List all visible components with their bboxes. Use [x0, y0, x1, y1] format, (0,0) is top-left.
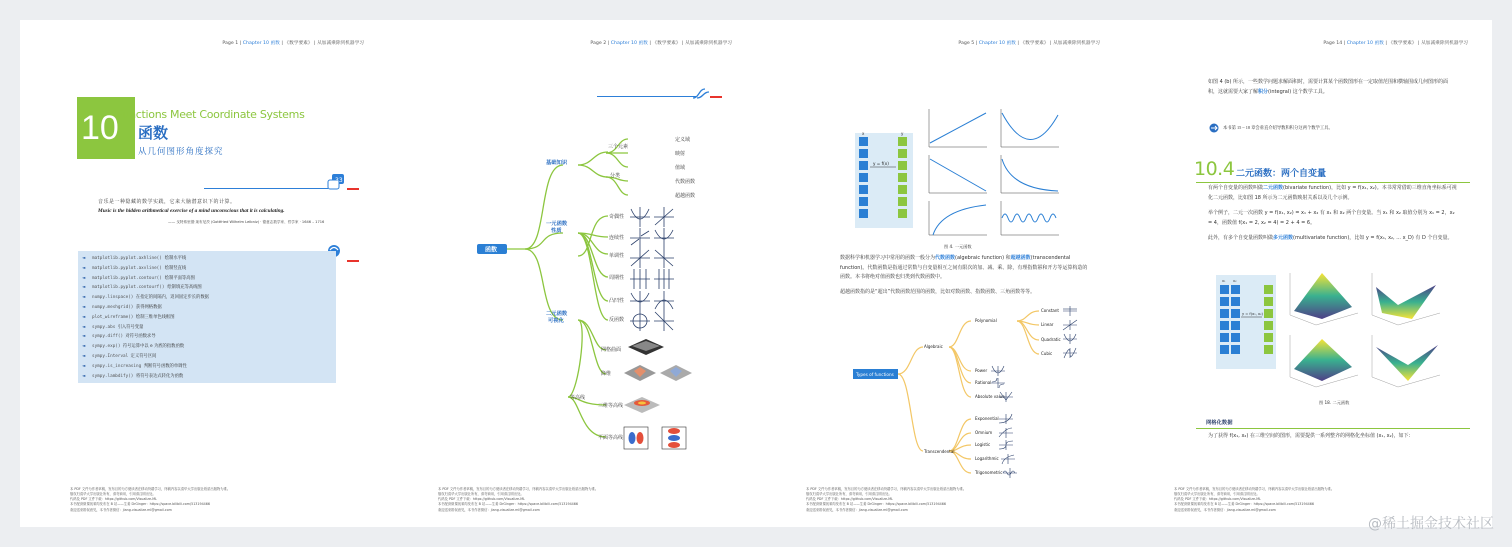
code-function-desc: 绘制三维单色线框图: [135, 314, 175, 320]
code-function-name: sympy.diff(): [92, 334, 124, 340]
quote-author: —— 戈特弗里德·莱布尼茨 (Gottfried Wilhelm Leibniz) · 德意志数学家、哲学家 · 1646 – 1716: [168, 220, 325, 224]
node-two-var: [546, 309, 568, 324]
chapter-subtitle: 从几何图形角度探究: [138, 147, 224, 157]
code-function-name: numpy.linspace(): [92, 295, 134, 301]
node-contour2d: 平面等高线: [598, 435, 624, 441]
node-odd: 奇偶性: [609, 214, 625, 220]
bullet-arrow-icon: ◄: [82, 275, 86, 281]
page-5: [756, 20, 1124, 527]
node-mesh: 网格曲面: [601, 347, 622, 353]
code-function-name: matplotlib.pyplot.contour(): [92, 275, 162, 281]
code-list-item: [78, 283, 336, 292]
node-transcendental: 超越函数: [675, 193, 696, 199]
bullet-arrow-icon: ◄: [82, 256, 86, 261]
note-icon: [1209, 123, 1221, 133]
svg-text:33: 33: [335, 177, 343, 184]
bullet-arrow-icon: ◄: [82, 344, 86, 350]
mindmap: [388, 115, 756, 460]
map-label: y = f(x): [873, 161, 889, 166]
quote-icon: [325, 173, 347, 193]
function-types-tree: [851, 303, 1091, 483]
chapter-number: 10: [81, 109, 119, 147]
quote-en: Music is the hidden arithmetical exercise of a mind unconscious that it is calculating.: [98, 208, 285, 214]
node-linear: Linear: [1041, 322, 1054, 327]
fig-x1: x₁: [1222, 279, 1226, 283]
node-power: Power: [975, 368, 988, 373]
page-spread: [20, 20, 1492, 527]
code-list-item: [78, 332, 336, 341]
node-absolute: Absolute value: [975, 394, 1005, 399]
node-monotonic: 单调性: [609, 253, 625, 259]
code-list-item: [78, 342, 336, 351]
code-list-item: [78, 293, 336, 302]
code-function-name: sympy.Interval: [92, 354, 129, 359]
code-list-item: [78, 323, 336, 332]
code-function-desc: 定义符号区间: [130, 354, 157, 359]
chapter-title-en: Functions Meet Coordinate Systems: [117, 108, 305, 121]
quote-divider: [204, 188, 328, 189]
section-underline: [1196, 182, 1470, 183]
code-function-desc: 绘制水平线: [164, 256, 187, 261]
page-footer: 本 PDF 文件为作者草稿，发布目的为方便读者在移动终端学习，终稿内容以清华大学出版社纸质出版物为准。 版权归清华大学出版社所有，请勿商用，引用请注明出处。 代码及 PDF 文件下载：https://github.com/Visualize-ML 本书配套微课视频均发布在 B 站——生姜 DrGinger：https://space.bilibili.com/513194466 欢迎送来勘误意见，本书作者微信：jiang.visualize.ml@gmail.com: [1174, 486, 1335, 512]
bivariate-figure: [1212, 265, 1442, 395]
node-two-var-l2: 可视化: [548, 318, 564, 324]
node-alg: Algebraic: [924, 344, 943, 349]
code-list-item: [78, 264, 336, 273]
node-trig: Trigonometric: [975, 470, 1003, 475]
node-class: 分类: [610, 173, 621, 179]
node-basic: 基础知识: [546, 160, 568, 166]
node-logarithmic: Logarithmic: [975, 456, 999, 461]
code-function-desc: 获得网格数据: [135, 305, 162, 310]
page-header: Page 2 | Chapter 10 函数 | 《数学要素》 | 从加减乘除到机器学习: [590, 41, 732, 46]
page-2: [388, 20, 756, 527]
node-rational: Rational: [975, 380, 992, 385]
code-function-desc: 对符号函数求导: [125, 334, 156, 340]
surface-thumbnails: [624, 339, 692, 449]
code-list-item: [78, 254, 336, 263]
node-contour3d: 三维等高线: [598, 403, 624, 409]
node-inverse: 反函数: [609, 317, 625, 323]
bullet-arrow-icon: ◄: [82, 295, 86, 301]
bullet-arrow-icon: ◄: [82, 354, 86, 359]
section-title: 二元函数：两个自变量: [1236, 169, 1327, 179]
node-quadratic: Quadratic: [1041, 337, 1061, 342]
note-text: 本书第 15 ~ 18 章会垂直介绍导数和积分这两个数学工具。: [1223, 125, 1333, 130]
node-convexity: 凸凹性: [609, 298, 625, 304]
quote-cn: 音乐是一种隐藏的数学实践，它来大脑潜意识下的计算。: [98, 199, 236, 205]
code-function-desc: 绘制竖直线: [164, 265, 187, 271]
code-function-list: [78, 251, 336, 383]
chapter-number-box: [77, 97, 135, 159]
node-two-var-l1: 二元函数: [546, 311, 568, 317]
node-periodic: 周期性: [609, 275, 625, 281]
page-footer: 本 PDF 文件为作者草稿，发布目的为方便读者在移动终端学习，终稿内容以清华大学出版社纸质出版物为准。 版权归清华大学出版社所有，请勿商用，引用请注明出处。 代码及 PDF 文件下载：https://github.com/Visualize-ML 本书配套微课视频均发布在 B 站——生姜 DrGinger：https://space.bilibili.com/513194466 欢迎送来勘误意见，本书作者微信：jiang.visualize.ml@gmail.com: [438, 486, 599, 512]
mindmap-divider: [597, 96, 696, 97]
code-function-name: sympy.exp(): [92, 344, 121, 350]
page-footer: 本 PDF 文件为作者草稿，发布目的为方便读者在移动终端学习，终稿内容以清华大学出版社纸质出版物为准。 版权归清华大学出版社所有，请勿商用，引用请注明出处。 代码及 PDF 文件下载：https://github.com/Visualize-ML 本书配套微课视频均发布在 B 站——生姜 DrGinger：https://space.bilibili.com/513194466 欢迎送来勘误意见，本书作者微信：jiang.visualize.ml@gmail.com: [70, 486, 231, 512]
code-list-item: [78, 274, 336, 283]
mindmap-root: 函数: [485, 246, 498, 254]
page-header: Page 5 | Chapter 10 函数 | 《数学要素》 | 从加减乘除到机器学习: [958, 41, 1100, 46]
page-1: [20, 20, 388, 527]
code-function-name: matplotlib.pyplot.axhline(): [92, 256, 162, 261]
code-function-desc: 在指定的间隔内，返回固定步长的数据: [135, 295, 209, 301]
node-three: 三个元素: [608, 144, 629, 150]
paragraph-integral: 如图 4 (b) 所示，一些数学问题求解面积时，需要计算某个函数图形在一定取值范围和横轴围成几何图形的面积，这就需要大家了解积分(integral) 这个数学工具。: [1208, 79, 1449, 95]
node-omnium: Omnium: [975, 430, 993, 435]
bullet-arrow-icon: ◄: [82, 285, 86, 291]
node-domain: 定义域: [675, 137, 691, 143]
page-header: Page 1 | Chapter 10 函数 | 《数学要素》 | 从加减乘除到机器学习: [222, 41, 364, 46]
mindmap-red-bar: [710, 96, 722, 98]
code-function-name: sympy.is_increasing: [92, 363, 142, 369]
subhead-underline: [1196, 428, 1470, 429]
node-algebraic: 代数函数: [675, 179, 696, 185]
bullet-arrow-icon: ◄: [82, 324, 86, 330]
node-one-var: [546, 219, 568, 234]
univariate-figure: [851, 105, 1061, 240]
figure-caption-2d: 图 18. 二元函数: [1319, 400, 1350, 405]
chapter-title-cn: 函数: [138, 124, 169, 142]
node-poly: Polynomial: [975, 318, 997, 323]
map-label-2d: y = f(x₁, x₂): [1242, 312, 1263, 316]
page-footer: 本 PDF 文件为作者草稿，发布目的为方便读者在移动终端学习，终稿内容以清华大学出版社纸质出版物为准。 版权归清华大学出版社所有，请勿商用，引用请注明出处。 代码及 PDF 文件下载：https://github.com/Visualize-ML 本书配套微课视频均发布在 B 站——生姜 DrGinger：https://space.bilibili.com/513194466 欢迎送来勘误意见，本书作者微信：jiang.visualize.ml@gmail.com: [806, 486, 967, 512]
node-logistic: Logistic: [975, 442, 991, 447]
code-function-name: matplotlib.pyplot.contourf(): [92, 285, 165, 291]
code-function-desc: 符号运算中以 e 为底的指数函数: [122, 344, 185, 350]
node-mapping: 映射: [675, 151, 686, 157]
node-range: 值域: [675, 165, 686, 171]
node-exponential: Exponential: [975, 416, 999, 421]
bullet-arrow-icon: ◄: [82, 373, 86, 379]
mindmap-icon: [691, 86, 711, 102]
types-root: Types of functions: [856, 371, 894, 377]
code-list-item: [78, 313, 336, 322]
code-function-name: matplotlib.pyplot.axvline(): [92, 265, 162, 271]
paragraph-2: 超越函数指的是“超出”代数函数范围的函数，比如对数函数、指数函数、三角函数等等。: [840, 289, 1036, 295]
node-constant: Constant: [1041, 308, 1059, 313]
code-function-name: sympy.abs: [92, 324, 116, 330]
bullet-arrow-icon: ◄: [82, 334, 86, 340]
code-function-name: numpy.meshgrid(): [92, 305, 134, 310]
node-dimred: 降维: [601, 371, 612, 377]
code-red-bar: [347, 260, 359, 262]
bullet-arrow-icon: ◄: [82, 305, 86, 310]
fig-axis-x: x: [862, 131, 865, 136]
code-function-desc: 判断符号函数的单调性: [143, 363, 187, 369]
paragraph-1: 数据科学和机器学习中常用的函数一般分为代数函数(algebraic function) 和超越函数(transcendental function)。代数函数是指通过常数与自变量相互之间有限次的加、减、乘、除，有理指数幂和开方等运算构造的函数。本书将绝对值函数也归类到代数函数中。: [840, 255, 1088, 280]
code-list-item: [78, 352, 336, 361]
watermark: @稀土掘金技术社区: [1368, 516, 1494, 532]
node-contour: 等高线: [570, 395, 586, 401]
page-header: Page 14 | Chapter 10 函数 | 《数学要素》 | 从加减乘除到机器学习: [1323, 41, 1468, 46]
figure-caption: 图 4. 一元函数: [944, 244, 972, 249]
fig-axis-y: y: [901, 131, 904, 136]
paragraph-mesh: 为了获得 f(x₁, x₂) 在三维空间的图形，需要提供一系列整齐的网格化坐标值 (x₁, x₂)，如下：: [1208, 433, 1414, 439]
page-14: [1124, 20, 1492, 527]
code-function-desc: 绘制平面等高图: [164, 275, 195, 281]
quote-red-bar: [347, 188, 359, 190]
property-thumbnails: [630, 207, 674, 331]
code-function-name: sympy.lambdify(): [92, 373, 134, 379]
node-cubic: Cubic: [1041, 351, 1053, 356]
paragraph-multivariate: 此外，有多个自变量函数叫做多元函数(multivariate function)，比如 y = f(x₁, x₂, ... x_D) 有 D 个自变量。: [1208, 235, 1453, 241]
code-list-item: [78, 372, 336, 381]
bullet-arrow-icon: ◄: [82, 314, 86, 320]
code-function-desc: 引入符号变量: [117, 324, 144, 330]
node-one-var-l2: 性质: [551, 228, 562, 234]
code-list-item: [78, 362, 336, 371]
node-trans: Transcendental: [924, 449, 955, 454]
paragraph-bivariate: 有两个自变量的函数叫做二元函数(bivariate function)，比如 y = f(x₁, x₂)。本书常常借助三维直角坐标系可视化二元函数，比如图 18 所示为二元函数映射关系以及几个示例。: [1208, 185, 1457, 201]
type-thumbnails: [991, 306, 1077, 478]
bullet-arrow-icon: ◄: [82, 265, 86, 271]
subhead-mesh: 网格化数据: [1206, 420, 1233, 426]
section-number: 10.4: [1194, 158, 1235, 180]
fig-x2: x₂: [1233, 279, 1237, 283]
code-function-desc: 绘制填充等高线图: [167, 285, 202, 291]
node-continuity: 连续性: [609, 235, 625, 241]
paragraph-example: 举个例子，二元一次函数 y = f(x₁, x₂) = x₁ + x₂ 有 x₁ 和 x₂ 两个自变量。当 x₁ 和 x₂ 取值分别为 x₁ = 2，x₂ = 4，函数值 f(x₁ = 2, x₂ = 4) = 2 + 4 = 6。: [1208, 210, 1455, 226]
node-one-var-l1: 一元函数: [546, 221, 568, 227]
code-function-name: plot_wireframe(): [92, 314, 134, 320]
code-function-desc: 将符号表达式转化为函数: [135, 373, 184, 379]
code-list-item: [78, 303, 336, 312]
bullet-arrow-icon: ◄: [82, 363, 86, 369]
